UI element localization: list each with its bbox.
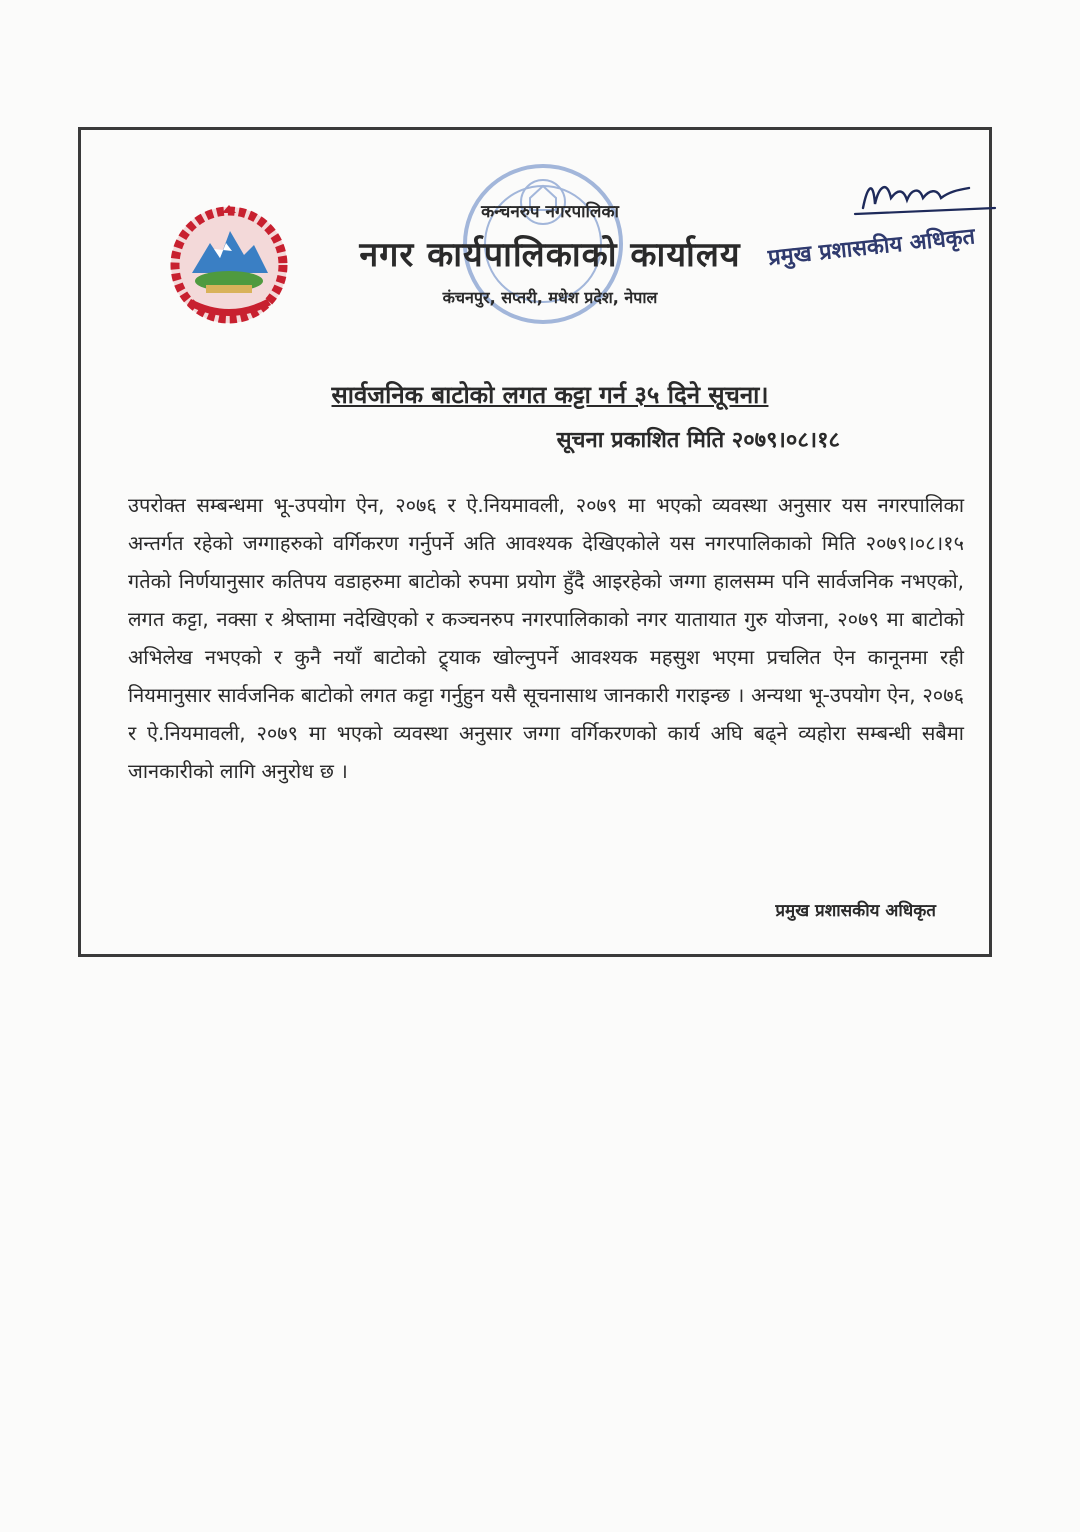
org-name: कन्चनरुप नगरपालिका [481,202,619,222]
notice-body: उपरोक्त सम्बन्धमा भू-उपयोग ऐन, २०७६ र ऐ.नियमावली, २०७९ मा भएको व्यवस्था अनुसार यस नगरपालिका अन्तर्गत रहेको जग्गाहरुको वर्गिकरण गर्नुपर्ने अति आवश्यक देखिएकोले यस नगरपालिकाको मिति २०७९।०८।१५ गतेको निर्णयानुसार कतिपय वडाहरुमा बाटोको रुपमा प्रयोग हुँदै आइरहेको जग्गा हालसम्म पनि सार्वजनिक नभएको, लगत कट्टा, नक्सा र श्रेष्तामा नदेखिएको र कञ्चनरुप नगरपालिकाको नगर यातायात गुरु योजना, २०७९ मा बाटोको अभिलेख नभएको र कुनै नयाँ बाटोको ट्र्याक खोल्नुपर्ने आवश्यक महसुश भएमा प्रचलित ऐन कानूनमा रही नियमानुसार सार्वजनिक बाटोको लगत कट्टा गर्नुहुन यसै सूचनासाथ जानकारी गराइन्छ । अन्यथा भू-उपयोग ऐन, २०७६ र ऐ.नियमावली, २०७९ मा भएको व्यवस्था अनुसार जग्गा वर्गिकरणको कार्य अघि बढ्ने व्यहोरा सम्बन्धी सबैमा जानकारीको लागि अनुरोध छ । [128,493,964,783]
office-title: नगर कार्यपालिकाको कार्यालय [359,235,741,275]
signatory-title: प्रमुख प्रशासकीय अधिकृत [775,901,936,921]
handwritten-signature-icon [845,168,1005,220]
official-stamp-text: प्रमुख प्रशासकीय अधिकृत [766,224,977,271]
nepal-government-emblem-icon [162,203,297,328]
published-date: सूचना प्रकाशित मिति २०७९।०८।१८ [556,428,840,453]
office-address: कंचनपुर, सप्तरी, मधेश प्रदेश, नेपाल [442,288,658,307]
notice-heading: सार्वजनिक बाटोको लगत कट्टा गर्न ३५ दिने सूचना। [331,381,769,409]
